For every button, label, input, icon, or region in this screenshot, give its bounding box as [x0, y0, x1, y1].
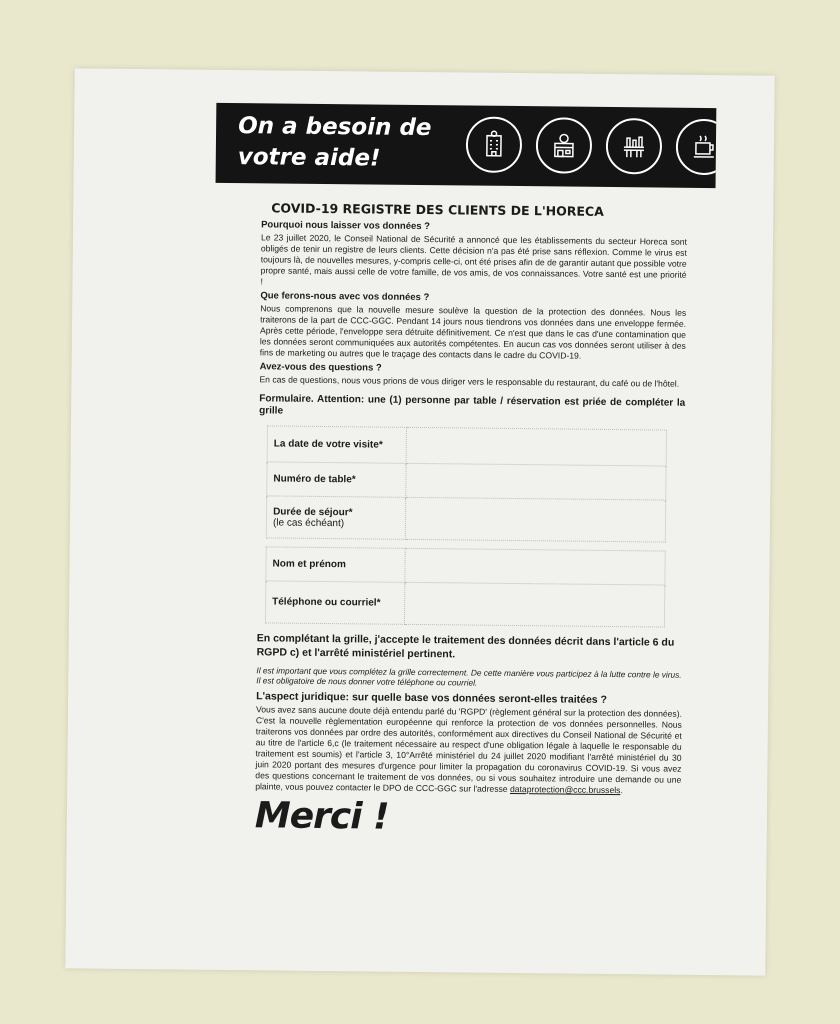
section-paragraph: Nous comprenons que la nouvelle mesure soulève la question de la protection des données. Nous les traiterons de la part de CCC-GGC. Pendant 14 jours nous tiendrons vos données dans une enveloppe fermée. Après cette période, l'enveloppe sera détruite définitivement. Ce n'est que dans le cas d'une contamination que les données seront communiquées aux autorités compétentes. En aucun cas vos données seront utiliser à des fins de marketing ou autres que le traçage des contacts dans le cadre du COVID-19.	[259, 303, 687, 361]
restaurant-icon	[536, 117, 593, 174]
phone-email-field[interactable]	[404, 582, 664, 627]
importance-note: Il est important que vous complétez la grille correctement. De cette manière vous participez à la lutte contre le virus. Il est obligatoire de nous donner votre téléphone ou courriel.	[256, 665, 682, 688]
banner-title-line2: votre aide!	[237, 144, 381, 172]
section-paragraph: Le 23 juillet 2020, le Conseil National de Sécurité a annoncé que les établissements du secteur Horeca sont obligés de tenir un registre de leurs clients. Cette décision n'a pas été prise sans réflexion. Comme le virus est toujours là, de nouvelles mesures, y-compris celle-ci, ont été prises afin de de garantir autant que possible votre propre santé, mais aussi celle de votre famille, de vos amis, de vos connaissances. Votre santé est une priorité !	[260, 232, 688, 287]
table-number-field[interactable]	[406, 463, 666, 500]
document-body	[254, 200, 688, 838]
form-label: Téléphone ou courriel*	[265, 581, 404, 624]
section-heading: Avez-vous des questions ?	[259, 361, 382, 374]
form-label: Nom et prénom	[266, 547, 405, 582]
form-label: Numéro de table*	[267, 462, 406, 497]
hotel-icon	[466, 116, 523, 173]
cafe-icon	[676, 119, 717, 176]
form-label-sub: (le cas échéant)	[272, 516, 345, 529]
date-field[interactable]	[406, 427, 666, 466]
form-label-main: Durée de séjour*	[273, 505, 353, 518]
section-paragraph: En cas de questions, nous vous prions de vous diriger vers le responsable du restaurant, du café ou de l'hôtel.	[259, 374, 680, 389]
bar-icon	[606, 118, 663, 175]
paper-sheet	[65, 68, 774, 975]
form-heading: Formulaire. Attention: une (1) personne par table / réservation est priée de compléter la grille	[259, 393, 686, 417]
form-row	[267, 426, 666, 466]
section-heading: Que ferons-nous avec vos données ?	[260, 290, 430, 304]
legal-paragraph: Vous avez sans aucune doute déjà entendu parlé du 'RGPD' (règlement général sur la protection des données). C'est la nouvelle règlementation européenne qui renforce la protection de vos données personnelles. Nous traiterons vos données par ordre des autorités, conformément aux directives du Conseil National de Sécurité et au titre de l'article 6,c (le traitement nécessaire au respect d'une obligation légale à laquelle le responsable du traitement est soumis) et l'article 3, 10°Arrêté ministériel du 24 juillet 2020 modifiant l'arrêté ministériel du 30 juin 2020 portant des mesures d'urgence pour limiter la propagation du coronavirus COVID-19. Si vous avez des questions concernant le traitement de vos données, ou si vous souhaitez introduire une demande ou une plainte, vous pouvez contacter le DPO de CCC-GGC sur l'adresse dataprotection@ccc.brussels.	[255, 704, 683, 796]
form-row	[265, 581, 664, 627]
form-row	[266, 496, 665, 542]
name-field[interactable]	[405, 548, 665, 585]
banner-title-line1: On a besoin de	[237, 113, 432, 142]
banner-title	[238, 111, 432, 175]
form-label	[266, 496, 405, 539]
form-row	[266, 547, 665, 585]
header-banner	[216, 103, 717, 188]
section-heading: Pourquoi nous laisser vos données ?	[261, 219, 431, 233]
dpo-email-link[interactable]: dataprotection@ccc.brussels	[509, 783, 621, 796]
legal-text: Vous avez sans aucune doute déjà entendu parlé du 'RGPD' (règlement général sur la protection des données). C'est la nouvelle règlementation européenne qui renforce la protection de vos données personnelles. Nous traiterons vos données par ordre des autorités, conformément aux directives du Conseil National de Sécurité et au titre de l'article 6,c (le traitement nécessaire au respect d'une obligation légale à laquelle le responsable du traitement est soumis) et l'article 3, 10°Arrêté ministériel du 24 juillet 2020 modifiant l'arrêté ministériel du 30 juin 2020 portant des mesures d'urgence pour limiter la propagation du coronavirus COVID-19. Si vous avez des questions concernant le traitement de vos données, ou si vous souhaitez introduire une demande ou une plainte, vous pouvez contacter le DPO de CCC-GGC sur l'adresse	[255, 704, 683, 794]
thanks-heading: Merci !	[254, 795, 389, 838]
registration-grid	[265, 425, 667, 627]
form-label: La date de votre visite*	[267, 426, 406, 463]
consent-statement: En complétant la grille, j'accepte le traitement des données décrit dans l'article 6 du RGPD c) et l'arrêté ministériel pertinent.	[256, 632, 675, 661]
document-title: COVID-19 REGISTRE DES CLIENTS DE L'HORECA	[271, 200, 604, 219]
banner-icons	[466, 116, 717, 175]
stay-duration-field[interactable]	[405, 497, 665, 542]
legal-heading: L'aspect juridique: sur quelle base vos données seront-elles traitées ?	[256, 690, 608, 706]
form-row	[267, 462, 666, 500]
